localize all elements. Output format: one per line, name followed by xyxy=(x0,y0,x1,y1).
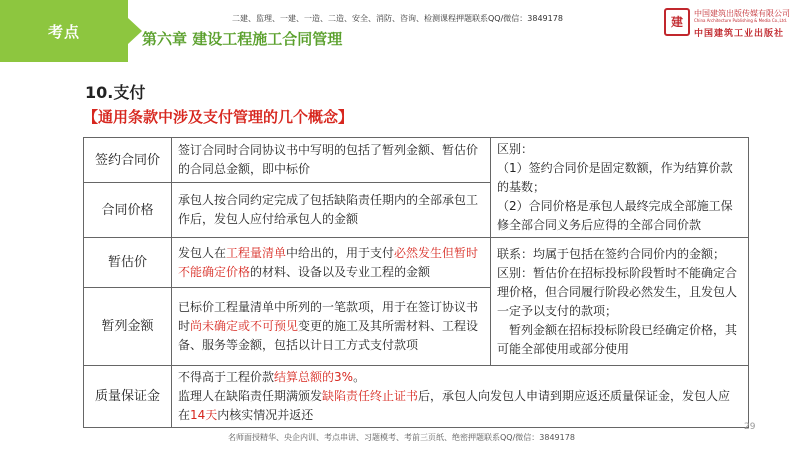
logo-big-text: 中国建筑工业出版社 xyxy=(694,29,785,39)
def-highlight: 必然发生但暂时不能确定价格 xyxy=(178,245,479,279)
def-line-2 xyxy=(178,387,742,425)
def-highlight: 工程量清单 xyxy=(226,245,287,260)
def-text: 内核实情况并返还 xyxy=(217,408,314,422)
top-notice: 二建、监理、一建、一造、二造、安全、消防、咨询、检测课程押题联系QQ/微信：3849178 xyxy=(232,14,563,23)
definition-cell: 签订合同时合同协议书中写明的包括了暂列金额、暂估价的合同总金额，即中标价 xyxy=(172,138,491,183)
notes-point-3: 暂列金额在招标投标阶段已经确定价格，其可能全部使用或部分使用 xyxy=(497,322,738,356)
notes-cell-difference xyxy=(491,138,749,238)
definition-cell xyxy=(172,238,491,288)
def-text: 后，承包人向发包人申请到期应返还质量保证金，发包人应在 xyxy=(178,389,731,422)
section-tab-label: 考点 xyxy=(47,22,80,41)
logo-en-text: China Architecture Publishing & Media Co.,Ltd. xyxy=(694,18,788,23)
notes-point-1: （1）签约合同价是固定数额，作为结算价款的基数； xyxy=(497,161,733,194)
def-text: 变更的施工及其所需材料、工程设备、服务等金额，包括以计日工方式支付款项 xyxy=(178,319,479,352)
def-text: 中给出的，用于支付 xyxy=(286,245,395,260)
page-number: 29 xyxy=(744,422,756,432)
notes-point-2: （2）合同价格是承包人最终完成全部施工保修全部合同义务后应得的全部合同价款 xyxy=(497,199,733,232)
term-cell: 暂列金额 xyxy=(84,288,172,366)
notes-cell-relation xyxy=(491,238,749,366)
table-row xyxy=(84,366,749,428)
header-bar xyxy=(0,0,800,62)
def-text: 监理人在缺陷责任期满颁发 xyxy=(178,389,323,403)
def-highlight: 缺陷责任终止证书 xyxy=(322,389,419,403)
def-text: 不得高于工程价款 xyxy=(178,370,275,384)
def-text: 。 xyxy=(353,370,366,384)
table-row xyxy=(84,238,749,288)
section-title: 10.支付 xyxy=(85,83,146,102)
def-highlight: 结算总额的3% xyxy=(274,370,354,384)
def-text: 的材料、设备以及专业工程的金额 xyxy=(250,264,431,279)
term-cell: 合同价格 xyxy=(84,183,172,238)
term-cell: 质量保证金 xyxy=(84,366,172,428)
def-highlight: 14天 xyxy=(190,408,218,422)
def-text: 发包人在 xyxy=(178,245,227,260)
definition-cell xyxy=(172,288,491,366)
def-text: 已标价工程量清单中所列的一笔款项，用于在签订协议书时 xyxy=(178,300,479,333)
definition-cell-wide xyxy=(172,366,749,428)
chapter-title: 第六章 建设工程施工合同管理 xyxy=(142,30,343,48)
publisher-emblem-icon: 建 xyxy=(664,8,690,36)
term-cell: 签约合同价 xyxy=(84,138,172,183)
bottom-notice: 名师面授精华、央企内训、考点串讲、习题模考、考前三页纸、绝密押题联系QQ/微信：3849178 xyxy=(228,433,575,442)
definition-cell: 承包人按合同约定完成了包括缺陷责任期内的全部承包工作后，发包人应付给承包人的金额 xyxy=(172,183,491,238)
def-line-1 xyxy=(178,368,742,387)
notes-title: 区别： xyxy=(497,142,534,156)
term-cell: 暂估价 xyxy=(84,238,172,288)
concepts-table xyxy=(83,137,749,428)
def-highlight: 尚未确定或不可预见 xyxy=(190,319,299,333)
logo-cn-text: 中国建筑出版传媒有限公司 xyxy=(694,9,790,18)
section-tab xyxy=(0,0,128,62)
publisher-logo xyxy=(664,6,794,46)
subtitle: 【通用条款中涉及支付管理的几个概念】 xyxy=(83,108,354,126)
table-row xyxy=(84,138,749,183)
notes-point-1: 联系：均属于包括在签约合同价内的金额； xyxy=(497,246,726,261)
notes-point-2: 区别：暂估价在招标投标阶段暂时不能确定合理价格，但合同履行阶段必然发生，且发包人一定予以支付的款项； xyxy=(497,265,738,318)
